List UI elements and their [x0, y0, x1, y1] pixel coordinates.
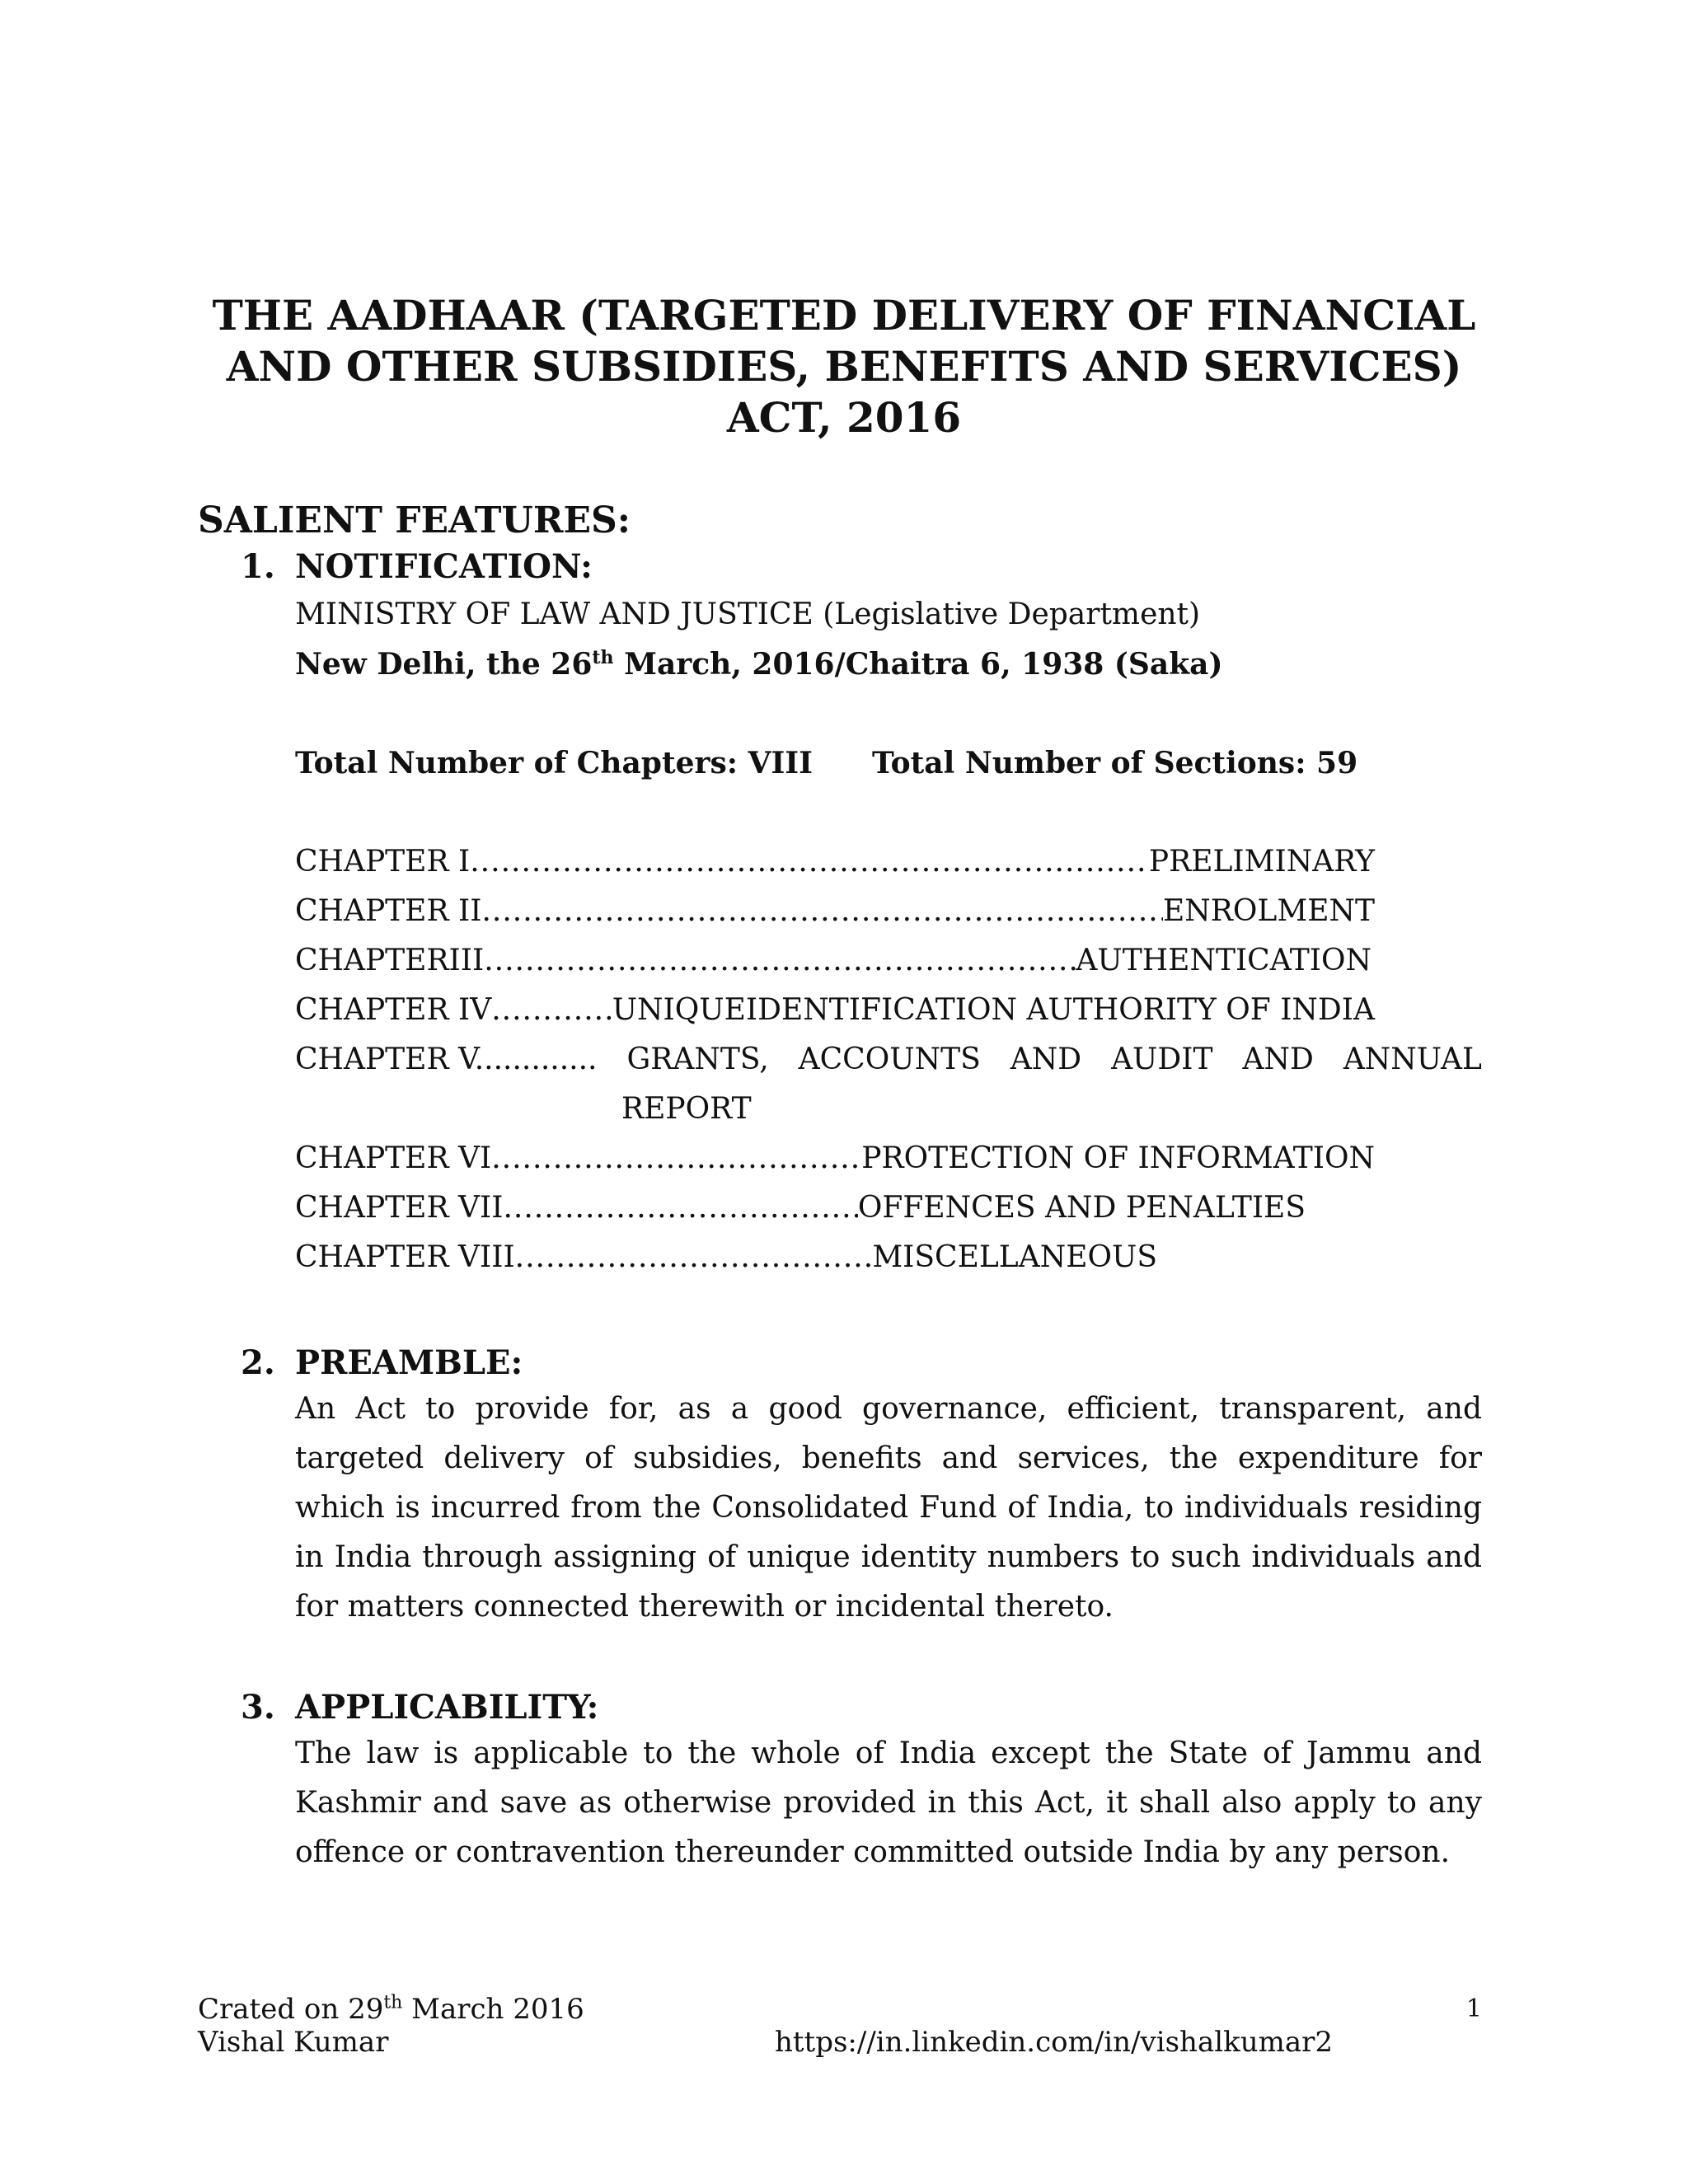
chapter-row [295, 1134, 1375, 1183]
date-suffix: March, 2016/Chaitra 6, 1938 (Saka) [613, 647, 1223, 682]
sections-total: Total Number of Sections: 59 [872, 746, 1358, 780]
chapter-label: CHAPTER VIII [295, 1240, 515, 1274]
footer-linkedin-link[interactable]: https://in.linkedin.com/in/vishalkumar2 [775, 2026, 1333, 2059]
chapter-label: CHAPTER I [295, 845, 471, 879]
chapter-title: PRELIMINARY [1148, 845, 1375, 879]
applicability-text: The law is applicable to the whole of India except the State of Jammu and Kashmir and save as otherwise provided in this Act, it shall also apply to any offence or contravention thereunder committed outside India by any person. [295, 1736, 1482, 1869]
chapter-label: CHAPTER IV [295, 993, 492, 1027]
chapter-title: PROTECTION OF INFORMATION [861, 1141, 1375, 1175]
chapter-row [295, 936, 1372, 986]
title-line-2: AND OTHER SUBSIDIES, BENEFITS AND SERVICES) [226, 342, 1462, 391]
chapter-title-continuation: REPORT [621, 1092, 752, 1126]
section-heading-applicability: APPLICABILITY: [295, 1688, 599, 1727]
notification-date [295, 640, 1223, 689]
chapter-title: OFFENCES AND PENALTIES [857, 1191, 1306, 1225]
section-heading-notification: NOTIFICATION: [295, 547, 593, 586]
document-title [148, 290, 1540, 443]
preamble-text: An Act to provide for, as a good governance, efficient, transparent, and targeted delivery of subsidies, benefits and services, the expenditure for which is incurred from the Consolidated Fund of India, to individuals residing in India through assigning of unique identity numbers to such individuals and for matters connected therewith or incidental thereto. [295, 1392, 1482, 1624]
section-number-applicability: 3. [241, 1688, 275, 1727]
chapter-row [295, 1233, 1157, 1282]
leader-dots [503, 1183, 857, 1233]
chapter-row [295, 887, 1375, 936]
leader-dots [470, 837, 1149, 887]
leader-dots [491, 986, 612, 1035]
section-heading-preamble: PREAMBLE: [295, 1343, 523, 1382]
chapter-title: ENROLMENT [1163, 894, 1375, 928]
chapter-label: CHAPTER VII [295, 1191, 504, 1225]
title-line-3: ACT, 2016 [726, 393, 962, 442]
footer-created-date [198, 1993, 584, 2026]
title-word: AUDIT [1111, 1043, 1213, 1076]
created-superscript: th [383, 1992, 403, 2013]
section-number-preamble: 2. [241, 1343, 275, 1382]
leader-dots [491, 1134, 861, 1183]
leader-dots [515, 1233, 873, 1282]
date-superscript: th [592, 647, 614, 668]
chapter-row [295, 986, 1375, 1035]
chapter-row-wrapped [295, 1035, 1482, 1134]
chapter-label: CHAPTERIII [295, 944, 485, 977]
chapter-label-with-dots: CHAPTER V............. [295, 1043, 598, 1076]
chapter-row [295, 837, 1375, 887]
title-word: ACCOUNTS [798, 1043, 981, 1076]
leader-dots [484, 936, 1076, 986]
created-suffix: March 2016 [402, 1993, 584, 2026]
date-prefix: New Delhi, the 26 [295, 647, 593, 682]
footer-credits [198, 1993, 584, 2059]
chapter-title: MISCELLANEOUS [872, 1240, 1157, 1274]
page-number: 1 [1465, 1994, 1482, 2023]
chapter-label: CHAPTER II [295, 894, 482, 928]
chapter-label: CHAPTER V [295, 1043, 475, 1076]
leader-dots [481, 887, 1163, 936]
chapter-title: UNIQUEIDENTIFICATION AUTHORITY OF INDIA [612, 993, 1375, 1027]
ministry-line: MINISTRY OF LAW AND JUSTICE (Legislative Department) [295, 598, 1201, 631]
title-word: AND [1010, 1043, 1082, 1076]
title-word: AND [1242, 1043, 1314, 1076]
title-word: ANNUAL [1343, 1043, 1482, 1076]
chapters-total: Total Number of Chapters: VIII [295, 746, 813, 780]
created-prefix: Crated on 29 [198, 1993, 384, 2026]
title-word: GRANTS, [626, 1043, 769, 1076]
title-line-1: THE AADHAAR (TARGETED DELIVERY OF FINANCIAL [212, 291, 1476, 340]
chapter-label: CHAPTER VI [295, 1141, 492, 1175]
chapter-row [295, 1183, 1306, 1233]
chapter-title: AUTHENTICATION [1076, 944, 1372, 977]
footer-author: Vishal Kumar [198, 2026, 389, 2059]
section-number-notification: 1. [241, 547, 275, 586]
salient-features-heading: SALIENT FEATURES: [198, 499, 631, 541]
